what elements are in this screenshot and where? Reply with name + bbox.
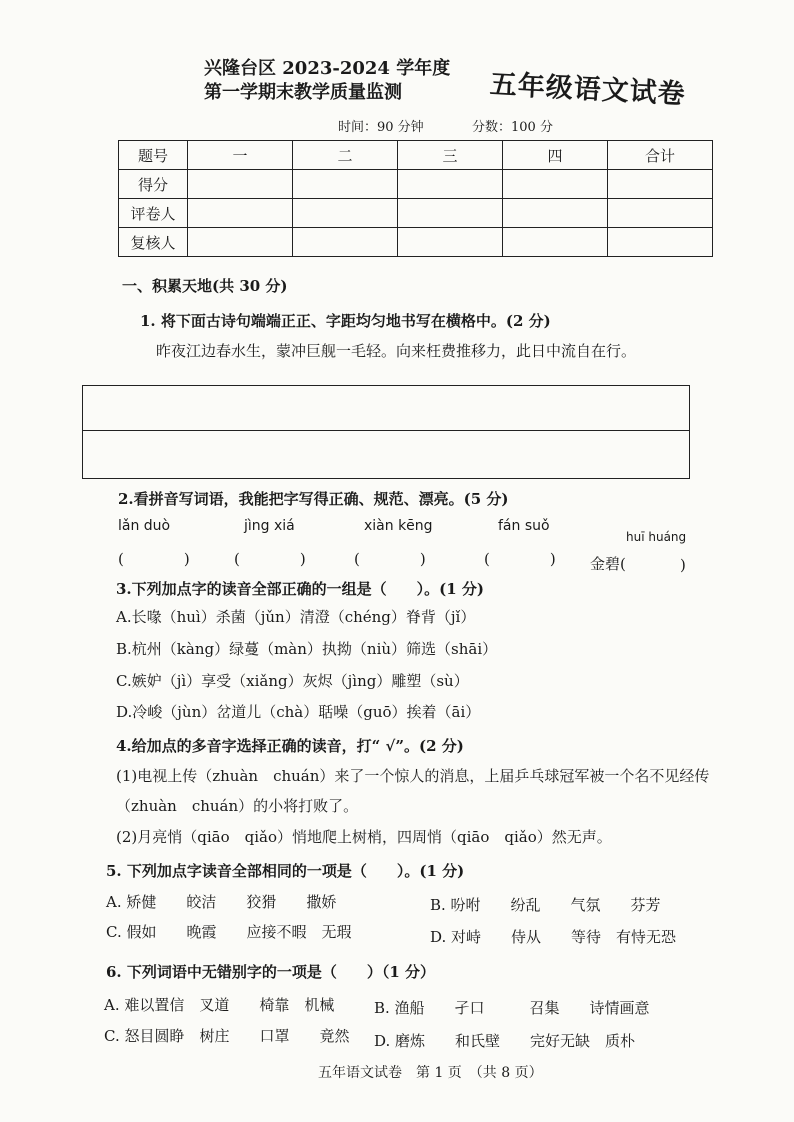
score-cell[interactable] bbox=[608, 228, 713, 257]
column-header: 二 bbox=[293, 141, 398, 170]
page-footer: 五年语文试卷 第 1 页 （共 8 页） bbox=[318, 1065, 543, 1081]
pinyin-2: jìng xiá bbox=[244, 518, 295, 534]
option-d[interactable]: D. 对峙 侍从 等待 有恃无恐 bbox=[430, 928, 677, 946]
score-cell[interactable] bbox=[188, 199, 293, 228]
option-b[interactable]: B. 渔船 孑口 召集 诗情画意 bbox=[374, 999, 650, 1017]
question-2: 2.看拼音写词语，我能把字写得正确、规范、漂亮。(5 分) bbox=[118, 490, 509, 508]
score-cell[interactable] bbox=[293, 199, 398, 228]
score-table bbox=[118, 140, 713, 257]
score-cell[interactable] bbox=[503, 199, 608, 228]
option-a[interactable]: A. 矫健 皎洁 狡猾 撒娇 bbox=[106, 893, 337, 911]
question-1: 1. 将下面古诗句端端正正、字距均匀地书写在横格中。(2 分) bbox=[140, 312, 551, 330]
score-cell[interactable] bbox=[608, 199, 713, 228]
exam-title: 五年级语文试卷 bbox=[489, 69, 687, 111]
score-cell[interactable] bbox=[608, 170, 713, 199]
option-a[interactable]: A.长喙（huì）杀菌（jǔn）清澄（chéng）脊背（jǐ） bbox=[116, 608, 476, 626]
pinyin-1: lǎn duò bbox=[118, 518, 171, 534]
score-cell[interactable] bbox=[293, 228, 398, 257]
score-cell[interactable] bbox=[293, 170, 398, 199]
option-b[interactable]: B. 吩咐 纷乱 气氛 芬芳 bbox=[430, 896, 661, 914]
table-row bbox=[119, 228, 713, 257]
column-header: 四 bbox=[503, 141, 608, 170]
score-cell[interactable] bbox=[188, 228, 293, 257]
exam-score: 分数：100 分 bbox=[472, 120, 553, 135]
question-6: 6. 下列词语中无错别字的一项是（ ）（1 分） bbox=[106, 963, 436, 981]
pinyin-3: xiàn kēng bbox=[364, 518, 433, 534]
answer-blank-5-close[interactable]: ) bbox=[680, 556, 686, 574]
option-b[interactable]: B.杭州（kàng）绿蔓（màn）执拗（niù）筛选（shāi） bbox=[116, 640, 498, 658]
answer-blank-4[interactable]: ( ) bbox=[484, 550, 556, 568]
row-label: 复核人 bbox=[119, 228, 188, 257]
row-label: 题号 bbox=[119, 141, 188, 170]
score-cell[interactable] bbox=[503, 170, 608, 199]
answer-blank-1[interactable]: ( ) bbox=[118, 550, 190, 568]
score-cell[interactable] bbox=[188, 170, 293, 199]
answer-blank-5-prefix: 金碧( bbox=[590, 555, 626, 573]
score-cell[interactable] bbox=[503, 228, 608, 257]
question-3: 3.下列加点字的读音全部正确的一组是（ ）。(1 分) bbox=[116, 580, 485, 598]
question-5: 5. 下列加点字读音全部相同的一项是（ ）。(1 分) bbox=[106, 862, 465, 880]
pinyin-5: huī huáng bbox=[626, 530, 687, 544]
score-cell[interactable] bbox=[398, 170, 503, 199]
q4-line-2: （zhuàn chuán）的小将打败了。 bbox=[116, 797, 359, 815]
poem-text: 昨夜江边春水生，蒙冲巨舰一毛轻。向来枉费推移力，此日中流自在行。 bbox=[156, 342, 637, 360]
answer-blank-3[interactable]: ( ) bbox=[354, 550, 426, 568]
answer-blank-2[interactable]: ( ) bbox=[234, 550, 306, 568]
section-title: 一、积累天地(共 30 分) bbox=[122, 277, 288, 295]
q4-line-3: (2)月亮悄（qiāo qiǎo）悄地爬上树梢，四周悄（qiāo qiǎo）然无声。 bbox=[116, 828, 612, 846]
exam-header-line2: 第一学期末教学质量监测 bbox=[204, 82, 402, 103]
option-d[interactable]: D.冷峻（jùn）岔道儿（chà）聒噪（guō）挨着（āi） bbox=[116, 703, 481, 721]
table-row bbox=[119, 170, 713, 199]
question-4: 4.给加点的多音字选择正确的读音，打“ √”。(2 分) bbox=[116, 737, 464, 755]
exam-time: 时间：90 分钟 bbox=[338, 120, 424, 135]
score-cell[interactable] bbox=[398, 199, 503, 228]
table-row bbox=[119, 141, 713, 170]
table-row bbox=[119, 199, 713, 228]
column-header: 三 bbox=[398, 141, 503, 170]
option-c[interactable]: C.嫉妒（jì）享受（xiǎng）灰烬（jìng）雕塑（sù） bbox=[116, 672, 469, 690]
option-c[interactable]: C. 怒目圆睁 树庄 口罩 竟然 bbox=[104, 1027, 350, 1045]
column-header: 一 bbox=[188, 141, 293, 170]
row-label: 评卷人 bbox=[119, 199, 188, 228]
score-cell[interactable] bbox=[398, 228, 503, 257]
option-c[interactable]: C. 假如 晚霞 应接不暇 无瑕 bbox=[106, 923, 352, 941]
option-a[interactable]: A. 难以置信 叉道 椅靠 机械 bbox=[104, 996, 335, 1014]
exam-header-line1: 兴隆台区 2023-2024 学年度 bbox=[204, 58, 451, 79]
option-d[interactable]: D. 磨炼 和氏壁 完好无缺 质朴 bbox=[374, 1032, 636, 1050]
column-header: 合计 bbox=[608, 141, 713, 170]
writing-grid[interactable] bbox=[82, 385, 690, 479]
row-label: 得分 bbox=[119, 170, 188, 199]
pinyin-4: fán suǒ bbox=[498, 518, 550, 534]
q4-line-1: (1)电视上传（zhuàn chuán）来了一个惊人的消息，上届乒乓球冠军被一个名不见经传 bbox=[116, 767, 710, 785]
